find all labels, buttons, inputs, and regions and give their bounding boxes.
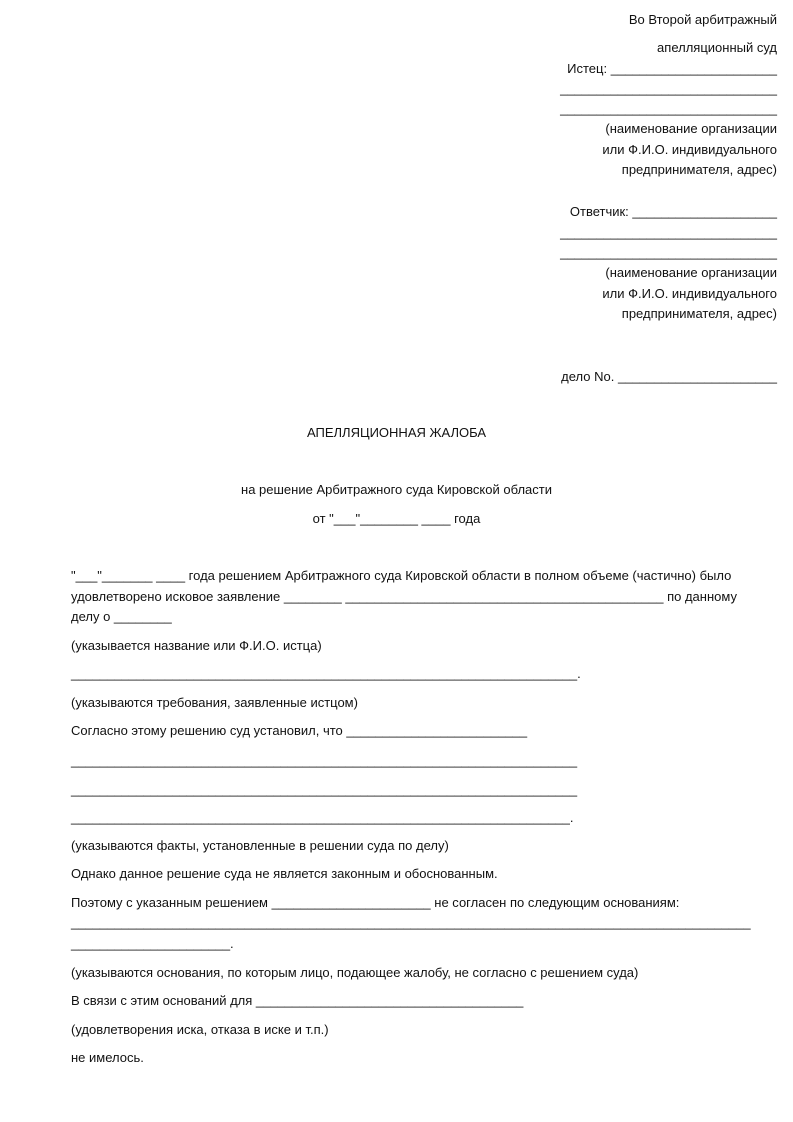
defendant-label: Ответчик: ____________________ <box>569 204 777 219</box>
note-satisfaction: (удовлетворения иска, отказа в иске и т.п.) <box>71 1022 329 1037</box>
blank-facts-line: ______________________________________________________________________ <box>71 782 578 797</box>
defendant-blank-line: ______________________________ <box>560 245 777 260</box>
document-subtitle: на решение Арбитражного суда Кировской области <box>241 482 552 497</box>
court-name-line1: Во Второй арбитражный <box>628 12 777 27</box>
court-name-line2: апелляционный суд <box>657 40 777 55</box>
paragraph-decision-line: делу о ________ <box>71 609 172 624</box>
paragraph-decision-line: "___"_______ ____ года решением Арбитражного суда Кировской области в полном объеме (частично) было <box>71 568 732 583</box>
paragraph-decision-line: удовлетворено исковое заявление ________ ____________________________________________ по данному <box>71 589 737 604</box>
plaintiff-note: предпринимателя, адрес) <box>621 162 777 177</box>
case-number: дело No. ______________________ <box>561 369 777 384</box>
blank-grounds-line: ______________________________________________________________________________________________ <box>71 915 751 930</box>
not-lawful-statement: Однако данное решение суда не является законным и обоснованным. <box>71 866 498 881</box>
no-grounds-line: В связи с этим оснований для _____________________________________ <box>71 993 524 1008</box>
defendant-blank-line: ______________________________ <box>560 225 777 240</box>
note-grounds: (указываются основания, по которым лицо, подающее жалобу, не согласно с решением суда) <box>71 965 639 980</box>
blank-grounds-line: ______________________. <box>71 936 234 951</box>
note-claims: (указываются требования, заявленные истцом) <box>71 695 358 710</box>
plaintiff-blank-line: ______________________________ <box>560 101 777 116</box>
note-facts: (указываются факты, установленные в решении суда по делу) <box>71 838 449 853</box>
defendant-note: (наименование организации <box>605 265 777 280</box>
blank-facts-line: ______________________________________________________________________ <box>71 753 578 768</box>
plaintiff-label: Истец: _______________________ <box>567 61 777 76</box>
document-title: АПЕЛЛЯЦИОННАЯ ЖАЛОБА <box>306 425 487 440</box>
disagreement-statement: Поэтому с указанным решением ______________________ не согласен по следующим основаниям: <box>71 895 680 910</box>
blank-facts-line: _____________________________________________________________________. <box>71 810 574 825</box>
defendant-note: предпринимателя, адрес) <box>621 306 777 321</box>
decision-date: от "___"________ ____ года <box>312 511 481 526</box>
plaintiff-note: (наименование организации <box>605 121 777 136</box>
blank-claims-line: ______________________________________________________________________. <box>71 666 581 681</box>
plaintiff-blank-line: ______________________________ <box>560 81 777 96</box>
court-established-line: Согласно этому решению суд установил, что _________________________ <box>71 723 528 738</box>
plaintiff-note: или Ф.И.О. индивидуального <box>602 142 777 157</box>
defendant-note: или Ф.И.О. индивидуального <box>602 286 777 301</box>
note-plaintiff-name: (указывается название или Ф.И.О. истца) <box>71 638 322 653</box>
did-not-exist-line: не имелось. <box>71 1050 144 1065</box>
